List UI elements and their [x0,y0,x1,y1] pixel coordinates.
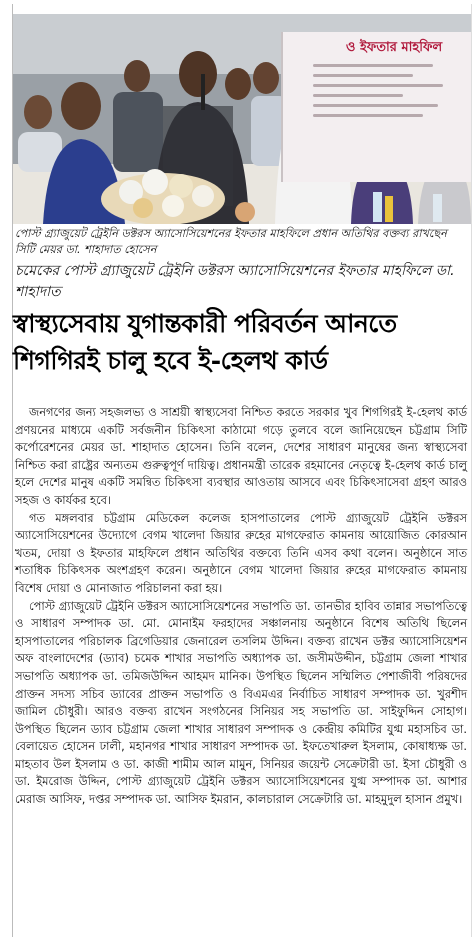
paragraph: গত মঙ্গলবার চট্টগ্রাম মেডিকেল কলেজ হাসপাতালের পোস্ট গ্র্যাজুয়েট ট্রেইনি ডক্টরস অ্যাসোসিয়েশনের উদ্যোগে বেগম খালেদা জিয়ার রুহের মাগফেরাত কামনায় আয়োজিত কোরআন খতম, দোয়া ও ইফতার মাহফিলে প্রধান অতিথির বক্তব্যে তিনি এসব কথা বলেন। অনুষ্ঠানে সাত শতাধিক চিকিৎসক অংশগ্রহণ করেন। অনুষ্ঠানে বেগম খালেদা জিয়ার রুহের মাগফেরাত কামনায় বিশেষ দোয়া ও মোনাজাত পরিচালনা করা হয়। [15,510,467,595]
newspaper-clipping [12,4,472,937]
banner-title: ও ইফতার মাহফিল [345,40,443,55]
photo-caption: পোস্ট গ্র্যাজুয়েট ট্রেইনি ডক্টরস অ্যাসোসিয়েশনের ইফতার মাহফিলে প্রধান অতিথির বক্তব্য রাখছেন সিটি মেয়র ডা. শাহাদাত হোসেন [15,227,447,256]
event-photo [13,14,471,224]
paragraph: জনগণের জন্য সহজলভ্য ও সাশ্রয়ী স্বাস্থ্যসেবা নিশ্চিত করতে সরকার খুব শিগগিরই ই-হেলথ কার্ড প্রণয়নের মাধ্যমে একটি সর্বজনীন চিকিৎসা কাঠামো গড়ে তুলবে বলে জানিয়েছেন চট্টগ্রাম সিটি কর্পোরেশনের মেয়র ডা. শাহাদাত হোসেন। তিনি বলেন, দেশের সাধারণ মানুষের জন্য স্বাস্থ্যসেবা নিশ্চিত করা রাষ্ট্রের অন্যতম গুরুত্বপূর্ণ দায়িত্ব। প্রধানমন্ত্রী তারেক রহমানের নেতৃত্বে ই-হেলথ কার্ড চালু হলে দেশের মানুষ একটি সমন্বিত চিকিৎসা ব্যবস্থার আওতায় আসবে এবং চিকিৎসাসেবা গ্রহণ আরও সহজ ও কার্যকর হবে। [15,405,467,507]
paragraph: পোস্ট গ্র্যাজুয়েট ট্রেইনি ডক্টরস অ্যাসোসিয়েশনের সভাপতি ডা. তানভীর হাবিব তান্নার সভাপতিত্বে ও সাধারণ সম্পাদক ডা. মো. মোনাইম ফরহাদের সঞ্চালনায় অনুষ্ঠানে বিশেষ অতিথি ছিলেন হাসপাতালের পরিচালক ব্রিগেডিয়ার জেনারেল তসলিম উদ্দিন। বক্তব্য রাখেন ডক্টর অ্যাসোসিয়েশন অফ বাংলাদেশের (ড্যাব) চমেক শাখার সভাপতি অধ্যাপক ডা. জসীমউদ্দীন, চট্টগ্রাম জেলা শাখার সভাপতি অধ্যাপক ডা. তমিজউদ্দিন আহমদ মানিক। উপস্থিত ছিলেন সম্মিলিত পেশাজীবী পরিষদের প্রাক্তন সদস্য সচিব ড্যাবের প্রাক্তন সভাপতি ও বিএমএর নির্বাচিত সাধারণ সম্পাদক ডা. খুরশীদ জামিল চৌধুরী। আরও বক্তব্য রাখেন সংগঠনের সিনিয়র সহ সভাপতি ডা. সাইফুদ্দিন সোহাগ। উপস্থিত ছিলেন ড্যাব চট্টগ্রাম জেলা শাখার সাধারণ সম্পাদক ও কেন্দ্রীয় কমিটির যুগ্ম মহাসচিব ডা. বেলায়েত হোসেন ঢালী, মহানগর শাখার সাধারণ সম্পাদক ডা. ইফতেখারুল ইসলাম, কোষাধ্যক্ষ ডা. মাহতাব উল ইসলাম ও ডা. কাজী শামীম আল মামুন, সিনিয়র জয়েন্ট সেক্রেটারী ডা. ইসা চৌধুরী ও ডা. ইমরোজ উদ্দিন, পোস্ট গ্র্যাজুয়েট ট্রেইনি ডক্টরস অ্যাসোসিয়েশনের যুগ্ম সম্পাদক ডা. আশার মেরাজ আসিফ, দপ্তর সম্পাদক ডা. আসিফ ইমরান, কালচারাল সেক্রেটারি ডা. মাহমুদুল হাসান প্রমুখ। [15,598,467,807]
kicker: চমেকের পোস্ট গ্র্যাজুয়েট ট্রেইনি ডক্টরস অ্যাসোসিয়েশনের ইফতার মাহফিলে ডা. শাহাদাত [15,263,455,300]
event-banner [281,32,471,182]
headline: স্বাস্থ্যসেবায় যুগান্তকারী পরিবর্তন আনতে শিগগিরই চালু হবে ই-হেলথ কার্ড [13,309,397,375]
article-body [15,404,467,809]
